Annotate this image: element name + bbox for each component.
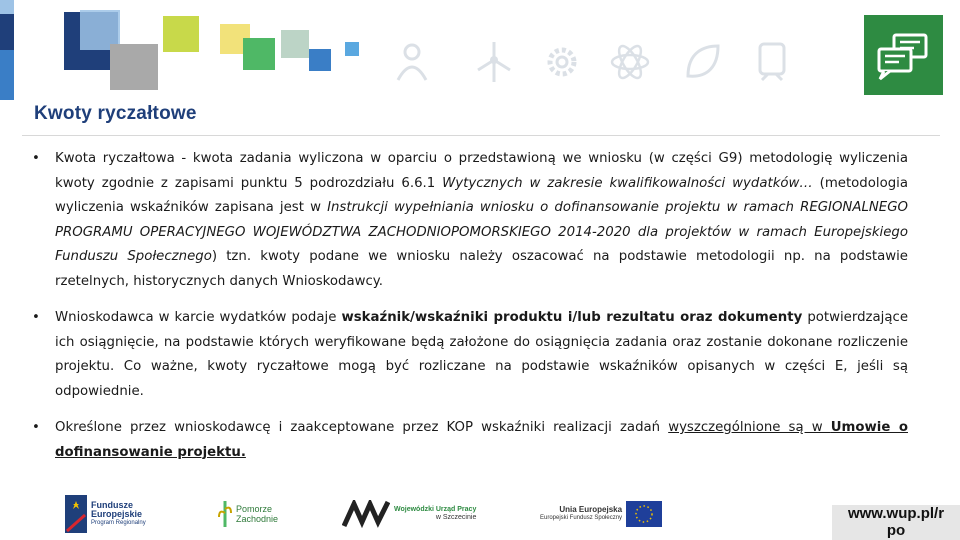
list-item: [32, 306, 908, 404]
fe-line1: Fundusze: [91, 499, 133, 510]
train-icon: [750, 40, 794, 84]
wup-logo: [342, 492, 476, 536]
fe-line3: Program Regionalny: [91, 519, 146, 526]
decor-square: [163, 16, 199, 52]
decor-square: [309, 49, 331, 71]
pomorze-zachodnie-logo: [218, 492, 278, 536]
bullet-marker: •: [32, 151, 40, 166]
bullet-marker: •: [32, 310, 40, 325]
fundusze-europejskie-logo: [65, 492, 146, 536]
person-icon: [390, 40, 434, 84]
background-icons: [390, 40, 880, 96]
decor-square: [345, 42, 359, 56]
bullet-list: [32, 147, 908, 474]
bullet-text-italic: Wytycznych w zakresie kwalifikowalności wydatków…: [442, 175, 813, 191]
bullet-text: Określone przez wnioskodawcę i zaakceptowane przez KOP wskaźniki realizacji zadań: [55, 420, 669, 435]
bullet-text-italic: Instrukcji wypełniania wniosku o dofinansowanie projektu w ramach REGIONALNEGO PROGRAMU OPERACYJNEGO WOJEWÓDZTWA ZACHODNIOPOMORSKIEGO 2014-2020 dla projektów w ramach Europejskiego Funduszu Społecznego: [55, 200, 908, 264]
wup-line1: Wojewódzki Urząd Pracy: [394, 506, 477, 513]
bullet-text: Kwota ryczałtowa - kwota zadania wyliczona w oparciu o przedstawioną we wniosku (w części G9) metodologię wyliczenia kwoty zgodnie z zapisami punktu 5 podrozdziału 6.6.1: [55, 151, 908, 191]
agreement-reference: Umowie o dofinansowanie projektu.: [55, 420, 908, 460]
bullet-text-underlined: wyszczególnione są w: [668, 420, 831, 435]
decor-square: [110, 44, 158, 90]
fe-star-icon: [65, 495, 87, 533]
title-divider: [22, 135, 940, 136]
website-link[interactable]: www.wup.pl/r po: [832, 505, 960, 540]
pz-line2: Zachodnie: [236, 514, 279, 524]
leaf-icon: [680, 40, 724, 84]
unia-europejska-logo: [540, 492, 662, 536]
chat-badge: [864, 15, 943, 95]
left-color-strip: [0, 0, 14, 100]
list-item: [32, 147, 908, 294]
gear-icon: [540, 40, 584, 84]
bullet-text: ) tzn. kwoty podane we wniosku należy oszacować na podstawie metodologii np. na podstawie rzetelnych, historycznych danych Wnioskodawcy.: [55, 249, 908, 289]
logo-bar: [60, 492, 740, 536]
wup-line2: w Szczecinie: [435, 514, 477, 521]
ue-line2: Europejski Fundusz Społeczny: [540, 515, 623, 521]
bullet-text: Wnioskodawca w karcie wydatków podaje: [55, 310, 342, 325]
bullet-text: potwierdzające ich osiągnięcie, na podstawie których weryfikowane będą założone do osiągnięcia zadania oraz zostanie dokonane rozliczenie projektu. Co ważne, kwoty ryczałtowe mogą być rozliczane na podstawie wskaźników opisanych w części E, jeśli są odpowiednie.: [55, 310, 908, 399]
turbine-icon: [472, 40, 516, 84]
chat-bubbles-icon: [864, 15, 943, 95]
list-item: [32, 416, 908, 465]
decor-square: [281, 30, 309, 58]
ue-line1: Unia Europejska: [559, 505, 623, 514]
page-title: Kwoty ryczałtowe: [34, 103, 197, 124]
decor-square: [243, 38, 275, 70]
fe-line2: Europejskie: [91, 508, 143, 519]
bullet-text-bold: wskaźnik/wskaźniki produktu i/lub rezultatu oraz dokumenty: [341, 310, 803, 325]
pz-mark-icon: [218, 499, 232, 529]
atom-icon: [608, 40, 652, 84]
pz-line1: Pomorze: [236, 504, 273, 514]
eu-flag-icon: [626, 501, 662, 527]
bullet-text: (metodologia wyliczenia wskaźników zapisana jest w: [55, 175, 908, 215]
bullet-marker: •: [32, 420, 40, 435]
wup-mark-icon: [342, 500, 390, 528]
decor-square: [0, 0, 14, 14]
